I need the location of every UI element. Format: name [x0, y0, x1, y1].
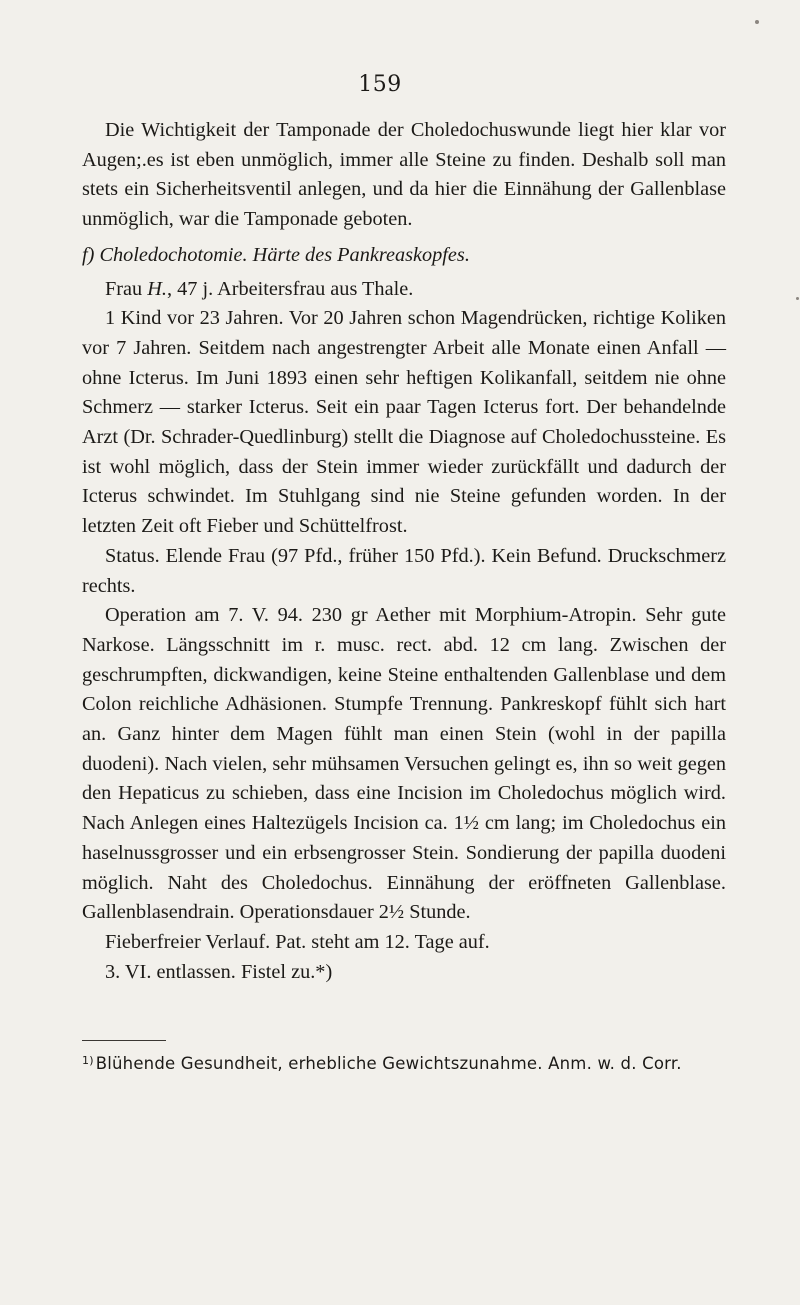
patient-rest: , 47 j. Arbeitersfrau aus Thale.: [166, 277, 414, 300]
footnote: [82, 1050, 742, 1075]
footnote-text: Blühende Gesundheit, erhebliche Gewichtszunahme. Anm. w. d. Corr.: [95, 1054, 682, 1073]
footnote-mark: 1): [82, 1054, 94, 1067]
intro-paragraph: Die Wichtigkeit der Tamponade der Choledochuswunde liegt hier klar vor Augen;.es ist eben unmöglich, immer alle Steine zu finden. Deshalb soll man stets ein Sicherheitsventil anlegen, und da hier die Einnähung der Gallenblase unmöglich, war die Tamponade geboten.: [82, 119, 726, 231]
footnote-divider: [82, 1040, 166, 1041]
patient-prefix: Frau: [105, 277, 148, 300]
status-paragraph: Status. Elende Frau (97 Pfd., früher 150 Pfd.). Kein Befund. Druckschmerz rechts.: [82, 544, 726, 597]
body-text: [82, 116, 726, 987]
patient-initial: H.: [147, 277, 167, 300]
page-number: 159: [358, 72, 402, 97]
course-paragraph: Fieberfreier Verlauf. Pat. steht am 12. Tage auf.: [105, 930, 490, 953]
discharge-paragraph: 3. VI. entlassen. Fistel zu.*): [105, 960, 333, 983]
patient-line: [82, 275, 726, 305]
print-speck: [755, 20, 759, 24]
operation-paragraph: Operation am 7. V. 94. 230 gr Aether mit Morphium-Atropin. Sehr gute Narkose. Längsschnitt im r. musc. rect. abd. 12 cm lang. Zwischen der geschrumpften, dickwandigen, keine Steine enthaltenden Gallenblase und dem Colon reichliche Adhäsionen. Stumpfe Trennung. Pankreskopf fühlt sich hart an. Ganz hinter dem Magen fühlt man einen Stein (wohl in der papilla duodeni). Nach vielen, sehr mühsamen Versuchen gelingt es, ihn so weit gegen den Hepaticus zu schieben, dass eine Incision im Choledochus möglich wird. Nach Anlegen eines Haltezügels Incision ca. 1½ cm lang; im Choledochus ein haselnussgrosser und ein erbsengrosser Stein. Sondierung der papilla duodeni möglich. Naht des Choledochus. Einnähung der eröffneten Gallenblase. Gallenblasendrain. Operationsdauer 2½ Stunde.: [82, 604, 726, 924]
section-heading: f) Choledochotomie. Härte des Pankreaskopfes.: [82, 243, 470, 266]
history-paragraph: 1 Kind vor 23 Jahren. Vor 20 Jahren schon Magendrücken, richtige Koliken vor 7 Jahren. Seitdem nach angestrengter Arbeit alle Monate einen Anfall — ohne Icterus. Im Juni 1893 einen sehr heftigen Kolikanfall, seitdem nie ohne Schmerz — starker Icterus. Seit ein paar Tagen Icterus fort. Der behandelnde Arzt (Dr. Schrader-Quedlinburg) stellt die Diagnose auf Choledochussteine. Es ist wohl möglich, dass der Stein immer wieder zurückfällt und dadurch der Icterus schwindet. Im Stuhlgang sind nie Steine gefunden worden. In der letzten Zeit oft Fieber und Schüttelfrost.: [82, 307, 726, 538]
print-speck: [796, 297, 799, 300]
